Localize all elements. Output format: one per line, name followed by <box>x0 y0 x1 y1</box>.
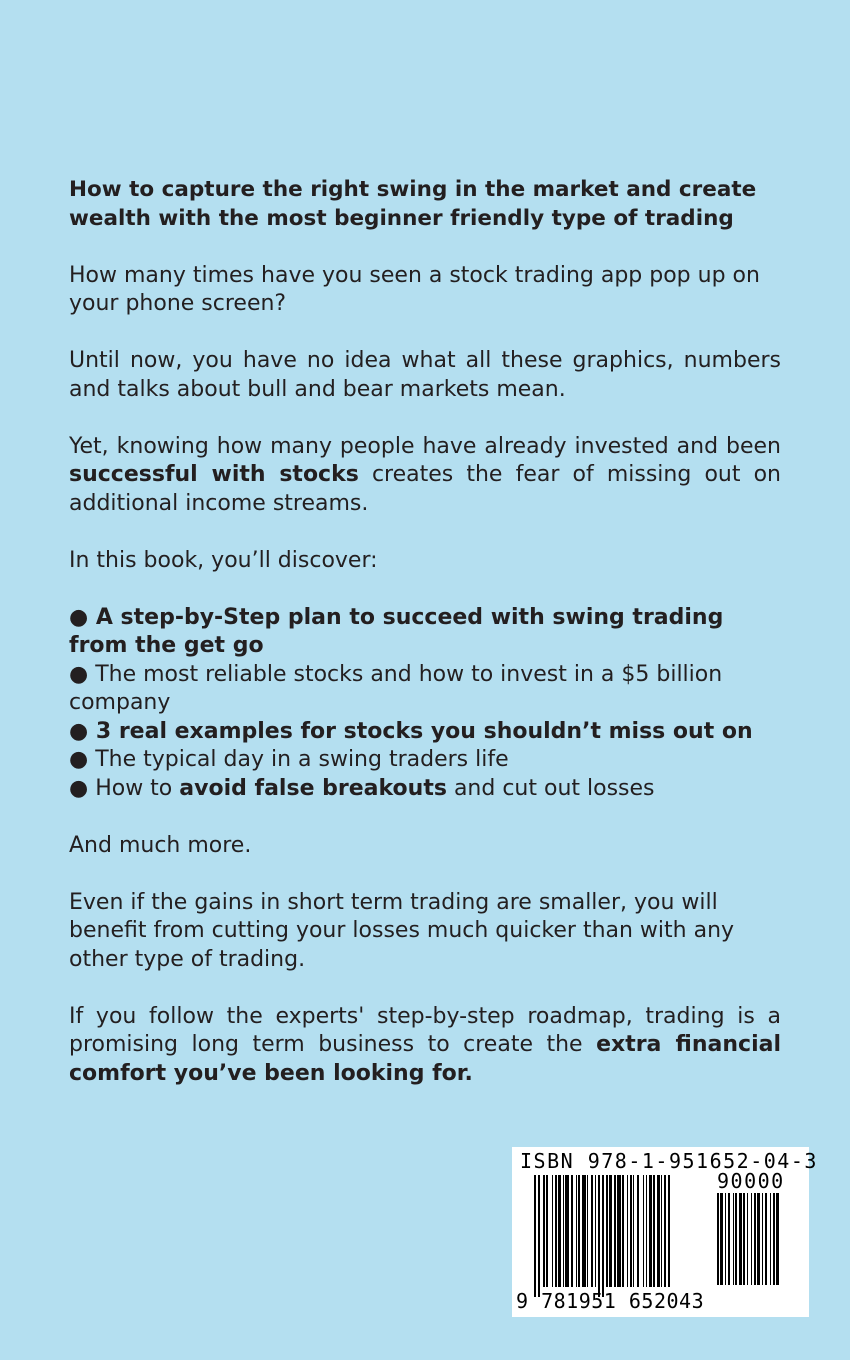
barcode-bar <box>587 1175 588 1287</box>
barcode-bar <box>555 1175 557 1287</box>
barcode-bar <box>646 1175 647 1287</box>
barcode-bar <box>770 1193 771 1285</box>
paragraph-short-term-gains: Even if the gains in short term trading are smaller, you will benefit from cutting your losses much quicker than with any other type of trading. <box>69 889 735 972</box>
barcode-bar <box>614 1175 616 1287</box>
barcode-bar <box>563 1175 564 1287</box>
barcode-bar <box>591 1175 593 1287</box>
barcode-bar <box>743 1193 745 1285</box>
list-item: ● The most reliable stocks and how to invest in a $5 billion company <box>69 661 723 715</box>
list-item: ● The typical day in a swing traders life <box>69 747 509 772</box>
barcode-bar <box>776 1193 779 1285</box>
list-item <box>69 775 781 804</box>
isbn-barcode <box>512 1147 818 1317</box>
barcode-bar <box>595 1175 596 1287</box>
price-addon-digits: 90000 <box>717 1169 785 1193</box>
barcode-bar <box>571 1175 573 1287</box>
p7-emphasis: extra financial comfort you’ve been looking for. <box>69 1032 781 1086</box>
barcode-bar <box>751 1193 752 1285</box>
barcode-bar <box>739 1193 742 1285</box>
barcode-bar <box>765 1193 767 1285</box>
paragraph-roadmap <box>69 1003 781 1089</box>
barcode-bar <box>637 1175 639 1287</box>
paragraph-discover-intro: In this book, you’ll discover: <box>69 547 378 573</box>
barcode-bar <box>735 1193 737 1285</box>
barcode-bar <box>653 1175 655 1287</box>
barcode-bar <box>558 1175 561 1287</box>
p3-text-a: Yet, knowing how many people have already invested and been <box>69 433 781 459</box>
barcode-bar <box>720 1193 723 1285</box>
barcode-bar <box>602 1175 604 1297</box>
barcode-bar <box>582 1175 586 1287</box>
b5-text-c: and cut out losses <box>446 775 655 801</box>
barcode-bar <box>606 1175 608 1287</box>
p3-emphasis: successful with stocks <box>69 462 359 487</box>
ean-barcode-bars <box>534 1175 710 1305</box>
barcode-bar <box>747 1193 748 1285</box>
headline: How to capture the right swing in the market and create wealth with the most beginner friendly type of trading <box>69 177 757 231</box>
barcode-bar <box>565 1175 569 1287</box>
barcode-bar <box>657 1175 660 1287</box>
barcode-bar <box>728 1193 730 1285</box>
barcode-bar <box>733 1193 734 1285</box>
barcode-bar <box>598 1175 600 1297</box>
paragraph-phone-app: How many times have you seen a stock trading app pop up on your phone screen? <box>69 262 760 316</box>
list-item: ● A step-by-Step plan to succeed with swing trading from the get go <box>69 604 724 658</box>
barcode-bar <box>576 1175 577 1287</box>
barcode-bar <box>649 1175 652 1287</box>
ean-digits: 9 781951 652043 <box>516 1289 705 1313</box>
barcode-bar <box>757 1193 760 1285</box>
b5-emphasis: avoid false breakouts <box>179 775 447 801</box>
paragraph-fear-of-missing-out <box>69 433 781 519</box>
p7-text-a: If you follow the experts' step-by-step roadmap, trading is a promising long term business to create the <box>69 1003 781 1057</box>
barcode-bar <box>668 1175 670 1287</box>
addon-barcode-bars <box>717 1193 799 1285</box>
barcode-bar <box>762 1193 763 1285</box>
barcode-bar <box>617 1175 621 1287</box>
barcode-bar <box>630 1175 632 1287</box>
barcode-bar <box>664 1175 666 1287</box>
barcode-bar <box>725 1193 726 1285</box>
barcode-bar <box>578 1175 580 1287</box>
barcode-bar <box>534 1175 536 1297</box>
barcode-bar <box>622 1175 624 1287</box>
barcode-bar <box>643 1175 644 1287</box>
barcode-bar <box>773 1193 775 1285</box>
barcode-bar <box>546 1175 548 1287</box>
barcode-bar <box>552 1175 553 1287</box>
barcode-bar <box>609 1175 612 1287</box>
isbn-label: ISBN 978-1-951652-04-3 <box>520 1149 818 1173</box>
paragraph-no-idea: Until now, you have no idea what all these graphics, numbers and talks about bull and bear markets mean. <box>69 348 781 402</box>
barcode-bar <box>661 1175 662 1287</box>
blurb-text <box>69 176 781 1117</box>
barcode-bar <box>717 1193 719 1285</box>
barcode-bar <box>543 1175 545 1287</box>
p3-text-c: creates the fear of missing out on additional income streams. <box>69 462 781 516</box>
b5-text-a: ● How to <box>69 775 180 801</box>
barcode-bar <box>627 1175 628 1287</box>
barcode-bar <box>538 1175 540 1297</box>
paragraph-much-more: And much more. <box>69 832 252 858</box>
barcode-bar <box>754 1193 756 1285</box>
list-item: ● 3 real examples for stocks you shouldn’t miss out on <box>69 718 753 744</box>
barcode-bar <box>633 1175 634 1287</box>
benefits-list <box>69 604 781 804</box>
